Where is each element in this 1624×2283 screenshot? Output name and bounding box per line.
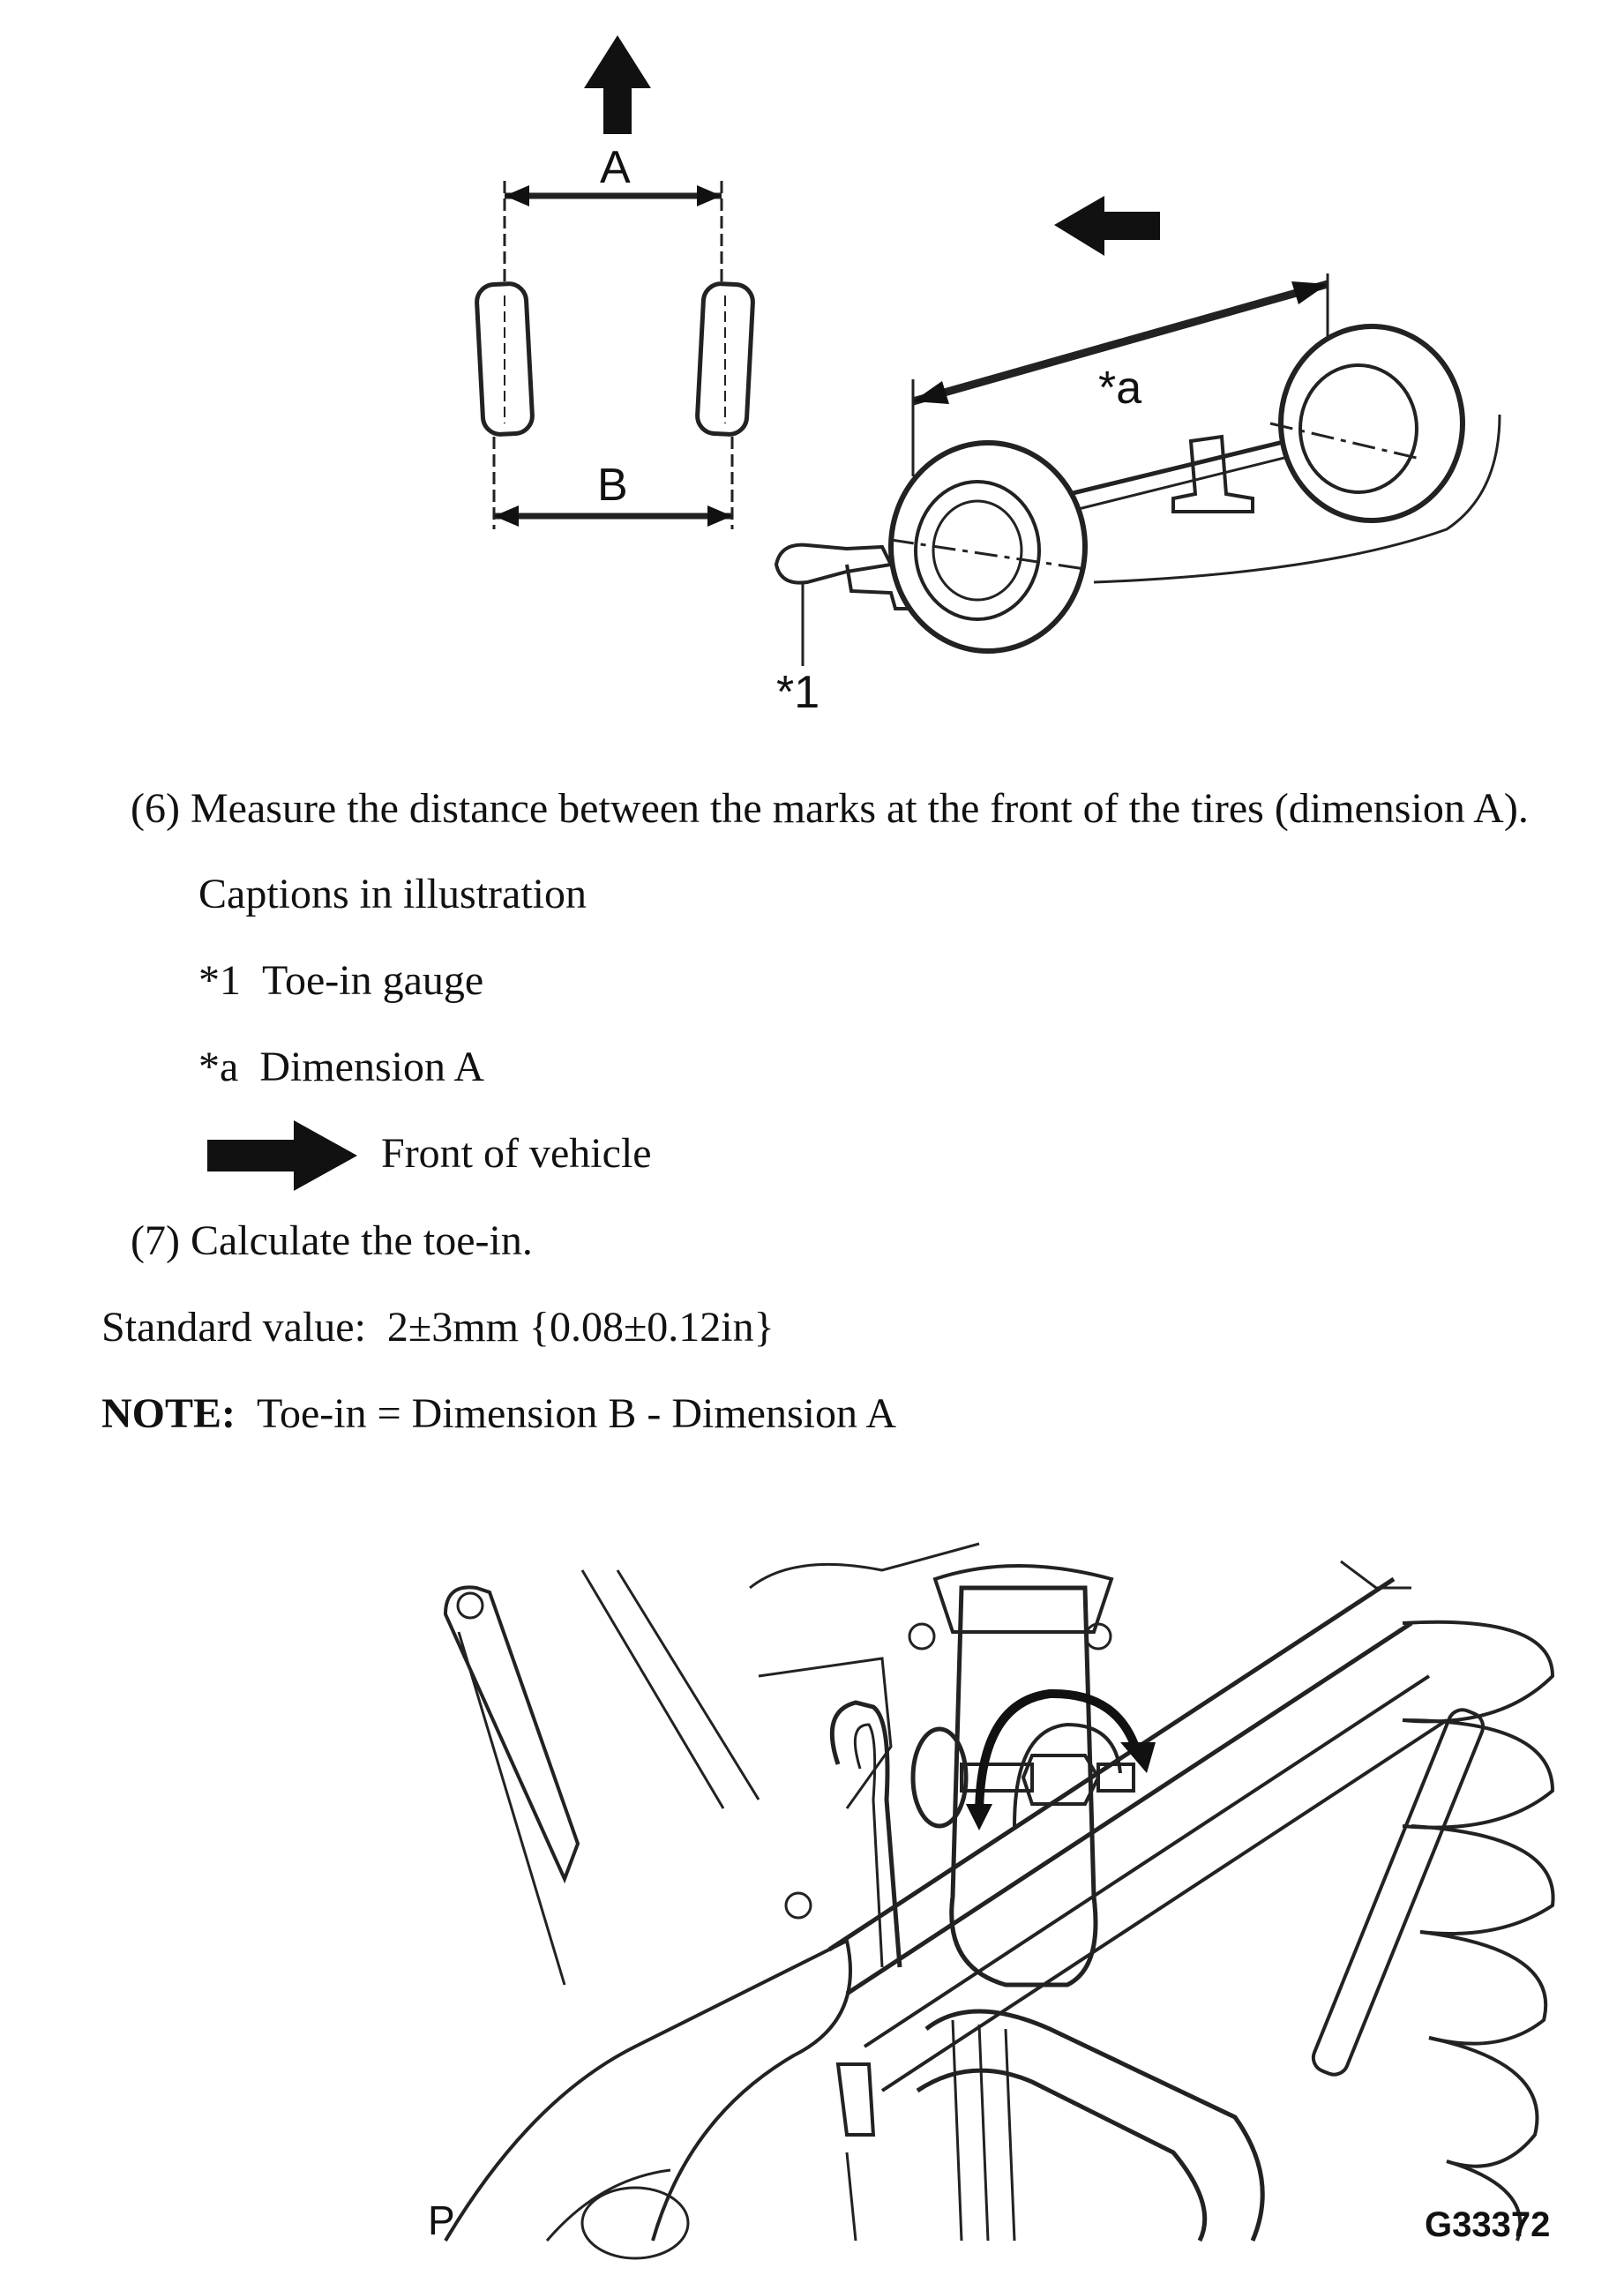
- figure-code: G33372: [1425, 2205, 1551, 2244]
- caption-key: *a: [198, 1044, 239, 1090]
- caption-text: Toe-in gauge: [262, 957, 484, 1004]
- note-text: Toe-in = Dimension B - Dimension A: [257, 1390, 897, 1437]
- caption-text: Dimension A: [259, 1044, 484, 1090]
- step-7-instruction: (7) Calculate the toe-in.: [131, 1217, 533, 1264]
- standard-value-amount: 2±3mm {0.08±0.12in}: [386, 1304, 775, 1351]
- front-of-vehicle-text: Front of vehicle: [381, 1130, 652, 1177]
- label-star-1: *1: [776, 667, 820, 718]
- figure-corner-label: P: [428, 2197, 455, 2243]
- note-label: NOTE:: [101, 1390, 236, 1437]
- step-6-instruction: (6) Measure the distance between the marks at the front of the tires (dimension A).: [131, 785, 1529, 832]
- caption-key: *1: [198, 957, 241, 1004]
- label-dimension-a: A: [600, 142, 631, 193]
- label-star-a: *a: [1098, 363, 1142, 414]
- captions-title: Captions in illustration: [198, 871, 587, 917]
- label-dimension-b: B: [597, 460, 628, 511]
- standard-value-label: Standard value:: [101, 1304, 366, 1351]
